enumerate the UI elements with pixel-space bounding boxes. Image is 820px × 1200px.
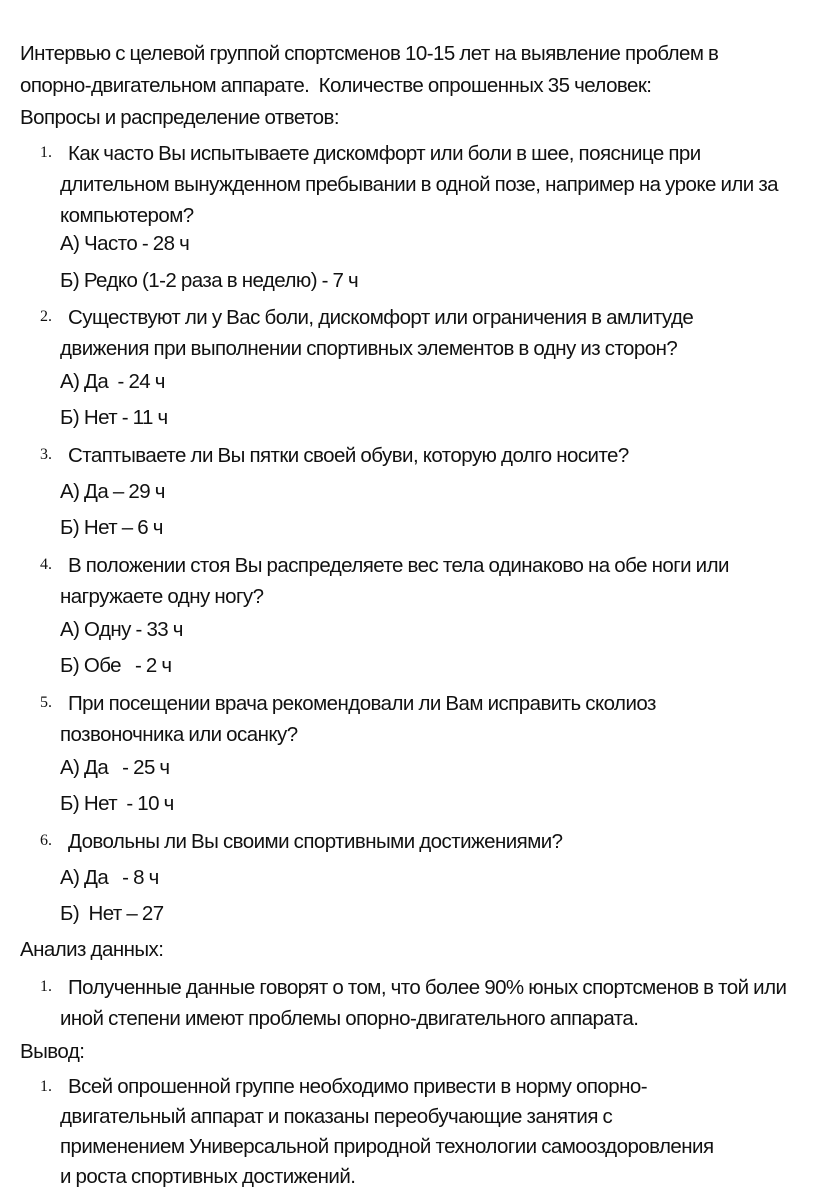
analysis-number: 1. [40,978,52,995]
questions-heading: Вопросы и распределение ответов: [20,106,339,129]
answer-option: Б) Нет - 10 ч [60,792,174,815]
answer-option: А) Да – 29 ч [60,480,165,503]
question-text: В положении стоя Вы распределяете вес тела одинаково на обе ноги или нагружаете одну ногу? [60,554,729,608]
conclusion-number: 1. [40,1078,52,1095]
question-number: 4. [40,556,52,573]
question-number: 5. [40,694,52,711]
question-5 [60,688,740,750]
intro-line-2: опорно-двигательном аппарате. Количестве опрошенных 35 человек: [20,74,652,97]
question-text: Довольны ли Вы своими спортивными достижениями? [68,830,563,853]
analysis-item-1 [60,972,800,1034]
answer-option: Б) Нет – 6 ч [60,516,163,539]
question-1 [60,138,800,231]
answer-option: Б) Нет – 27 [60,902,164,925]
intro-paragraph [20,38,810,102]
question-6 [60,826,810,857]
question-number: 3. [40,446,52,463]
answer-option: Б) Нет - 11 ч [60,406,168,429]
conclusion-item-1 [60,1072,720,1192]
question-3 [60,440,810,471]
question-2 [60,302,780,364]
answer-option: А) Да - 24 ч [60,370,165,393]
question-text: Существуют ли у Вас боли, дискомфорт или ограничения в амлитуде движения при выполнении спортивных элементов в одну из сторон? [60,306,694,360]
question-text: Стаптываете ли Вы пятки своей обуви, которую долго носите? [68,444,629,467]
question-number: 2. [40,308,52,325]
question-4 [60,550,810,612]
conclusion-text: Всей опрошенной группе необходимо привести в норму опорно-двигательный аппарат и показаны переобучающие занятия с применением Универсальной природной технологии самооздоровления и роста спортивных достижений. [60,1075,714,1188]
analysis-text: Полученные данные говорят о том, что более 90% юных спортсменов в той или иной степени имеют проблемы опорно-двигательного аппарата. [60,976,787,1030]
question-text: При посещении врача рекомендовали ли Вам исправить сколиоз позвоночника или осанку? [60,692,656,746]
answer-option: А) Да - 8 ч [60,866,159,889]
answer-option: Б) Редко (1-2 раза в неделю) - 7 ч [60,269,359,292]
conclusion-heading: Вывод: [20,1040,85,1063]
answer-option: А) Одну - 33 ч [60,618,183,641]
intro-line-1: Интервью с целевой группой спортсменов 10-15 лет на выявление проблем в [20,42,719,65]
answer-option: А) Часто - 28 ч [60,232,190,255]
answer-option: Б) Обе - 2 ч [60,654,172,677]
question-text: Как часто Вы испытываете дискомфорт или боли в шее, пояснице при длительном вынужденном пребывании в одной позе, например на уроке или за компьютером? [60,142,779,227]
question-number: 1. [40,144,52,161]
analysis-heading: Анализ данных: [20,938,164,961]
answer-option: А) Да - 25 ч [60,756,170,779]
question-number: 6. [40,832,52,849]
